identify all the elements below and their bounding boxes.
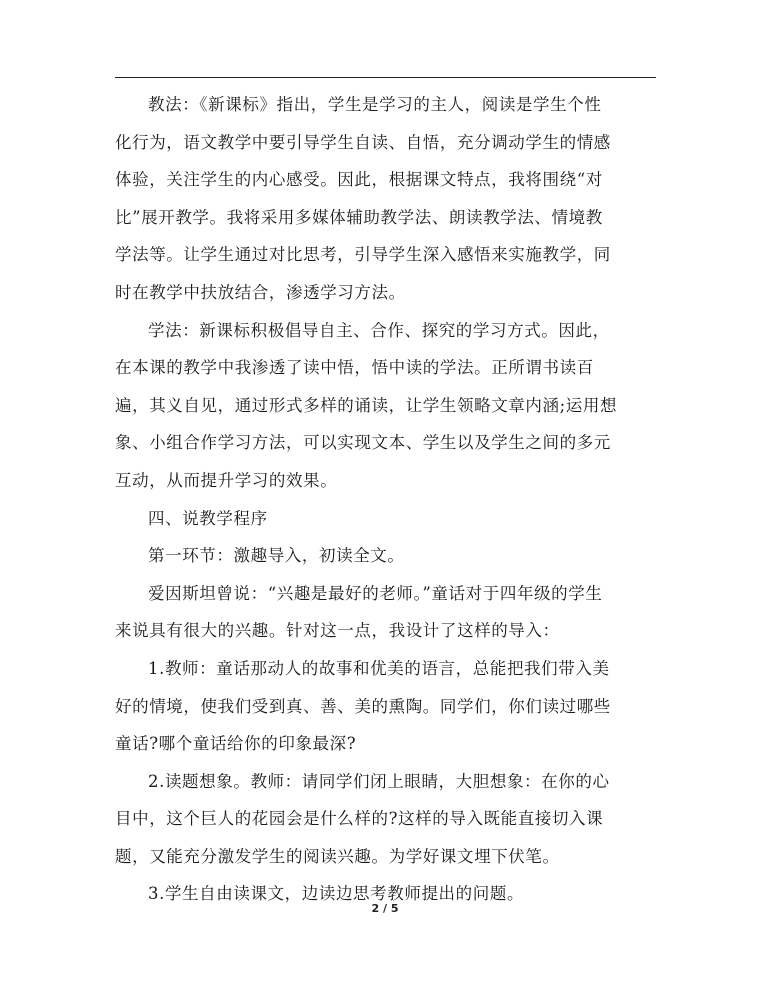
document-body — [115, 86, 660, 913]
list-item-2: 2.读题想象。教师：请同学们闭上眼睛，大胆想象：在你的心 目中，这个巨人的花园会是什么样的?这样的导入既能直接切入课 题，又能充分激发学生的阅读兴趣。为学好课文埋下伏笔。 — [115, 771, 610, 866]
page-number: 2 / 5 — [371, 902, 399, 915]
section-heading: 四、说教学程序 — [148, 508, 268, 528]
paragraph-teaching-method: 教法：《新课标》指出，学生是学习的主人，阅读是学生个性 化行为，语文教学中要引导学生自读、自悟，充分调动学生的情感 体验，关注学生的内心感受。因此，根据课文特点，我将围绕“对 比”展开教学。我将采用多媒体辅助教学法、朗读教学法、情境教 学法等。让学生通过对比思考，引导学生深入感悟来实施教学，同 时在教学中扶放结合，渗透学习方法。 — [115, 95, 611, 302]
subsection-heading: 第一环节：激趣导入，初读全文。 — [148, 546, 405, 566]
paragraph-learning-method: 学法：新课标积极倡导自主、合作、探究的学习方式。因此， 在本课的教学中我渗透了读中悟，悟中读的学法。正所谓书读百 遍，其义自见，通过形式多样的诵读，让学生领略文章内涵;运用想 象、小组合作学习方法，可以实现文本、学生以及学生之间的多元 互动，从而提升学习的效果。 — [115, 320, 618, 490]
header-rule — [115, 77, 656, 78]
list-item-3: 3.学生自由读课文，边读边思考教师提出的问题。 — [148, 884, 525, 904]
list-item-1: 1.教师：童话那动人的故事和优美的语言，总能把我们带入美 好的情境，使我们受到真、善、美的熏陶。同学们，你们读过哪些 童话?哪个童话给你的印象最深? — [115, 658, 611, 754]
paragraph-quote: 爱因斯坦曾说：“兴趣是最好的老师。”童话对于四年级的学生 来说具有很大的兴趣。针对这一点，我设计了这样的导入： — [115, 583, 603, 641]
